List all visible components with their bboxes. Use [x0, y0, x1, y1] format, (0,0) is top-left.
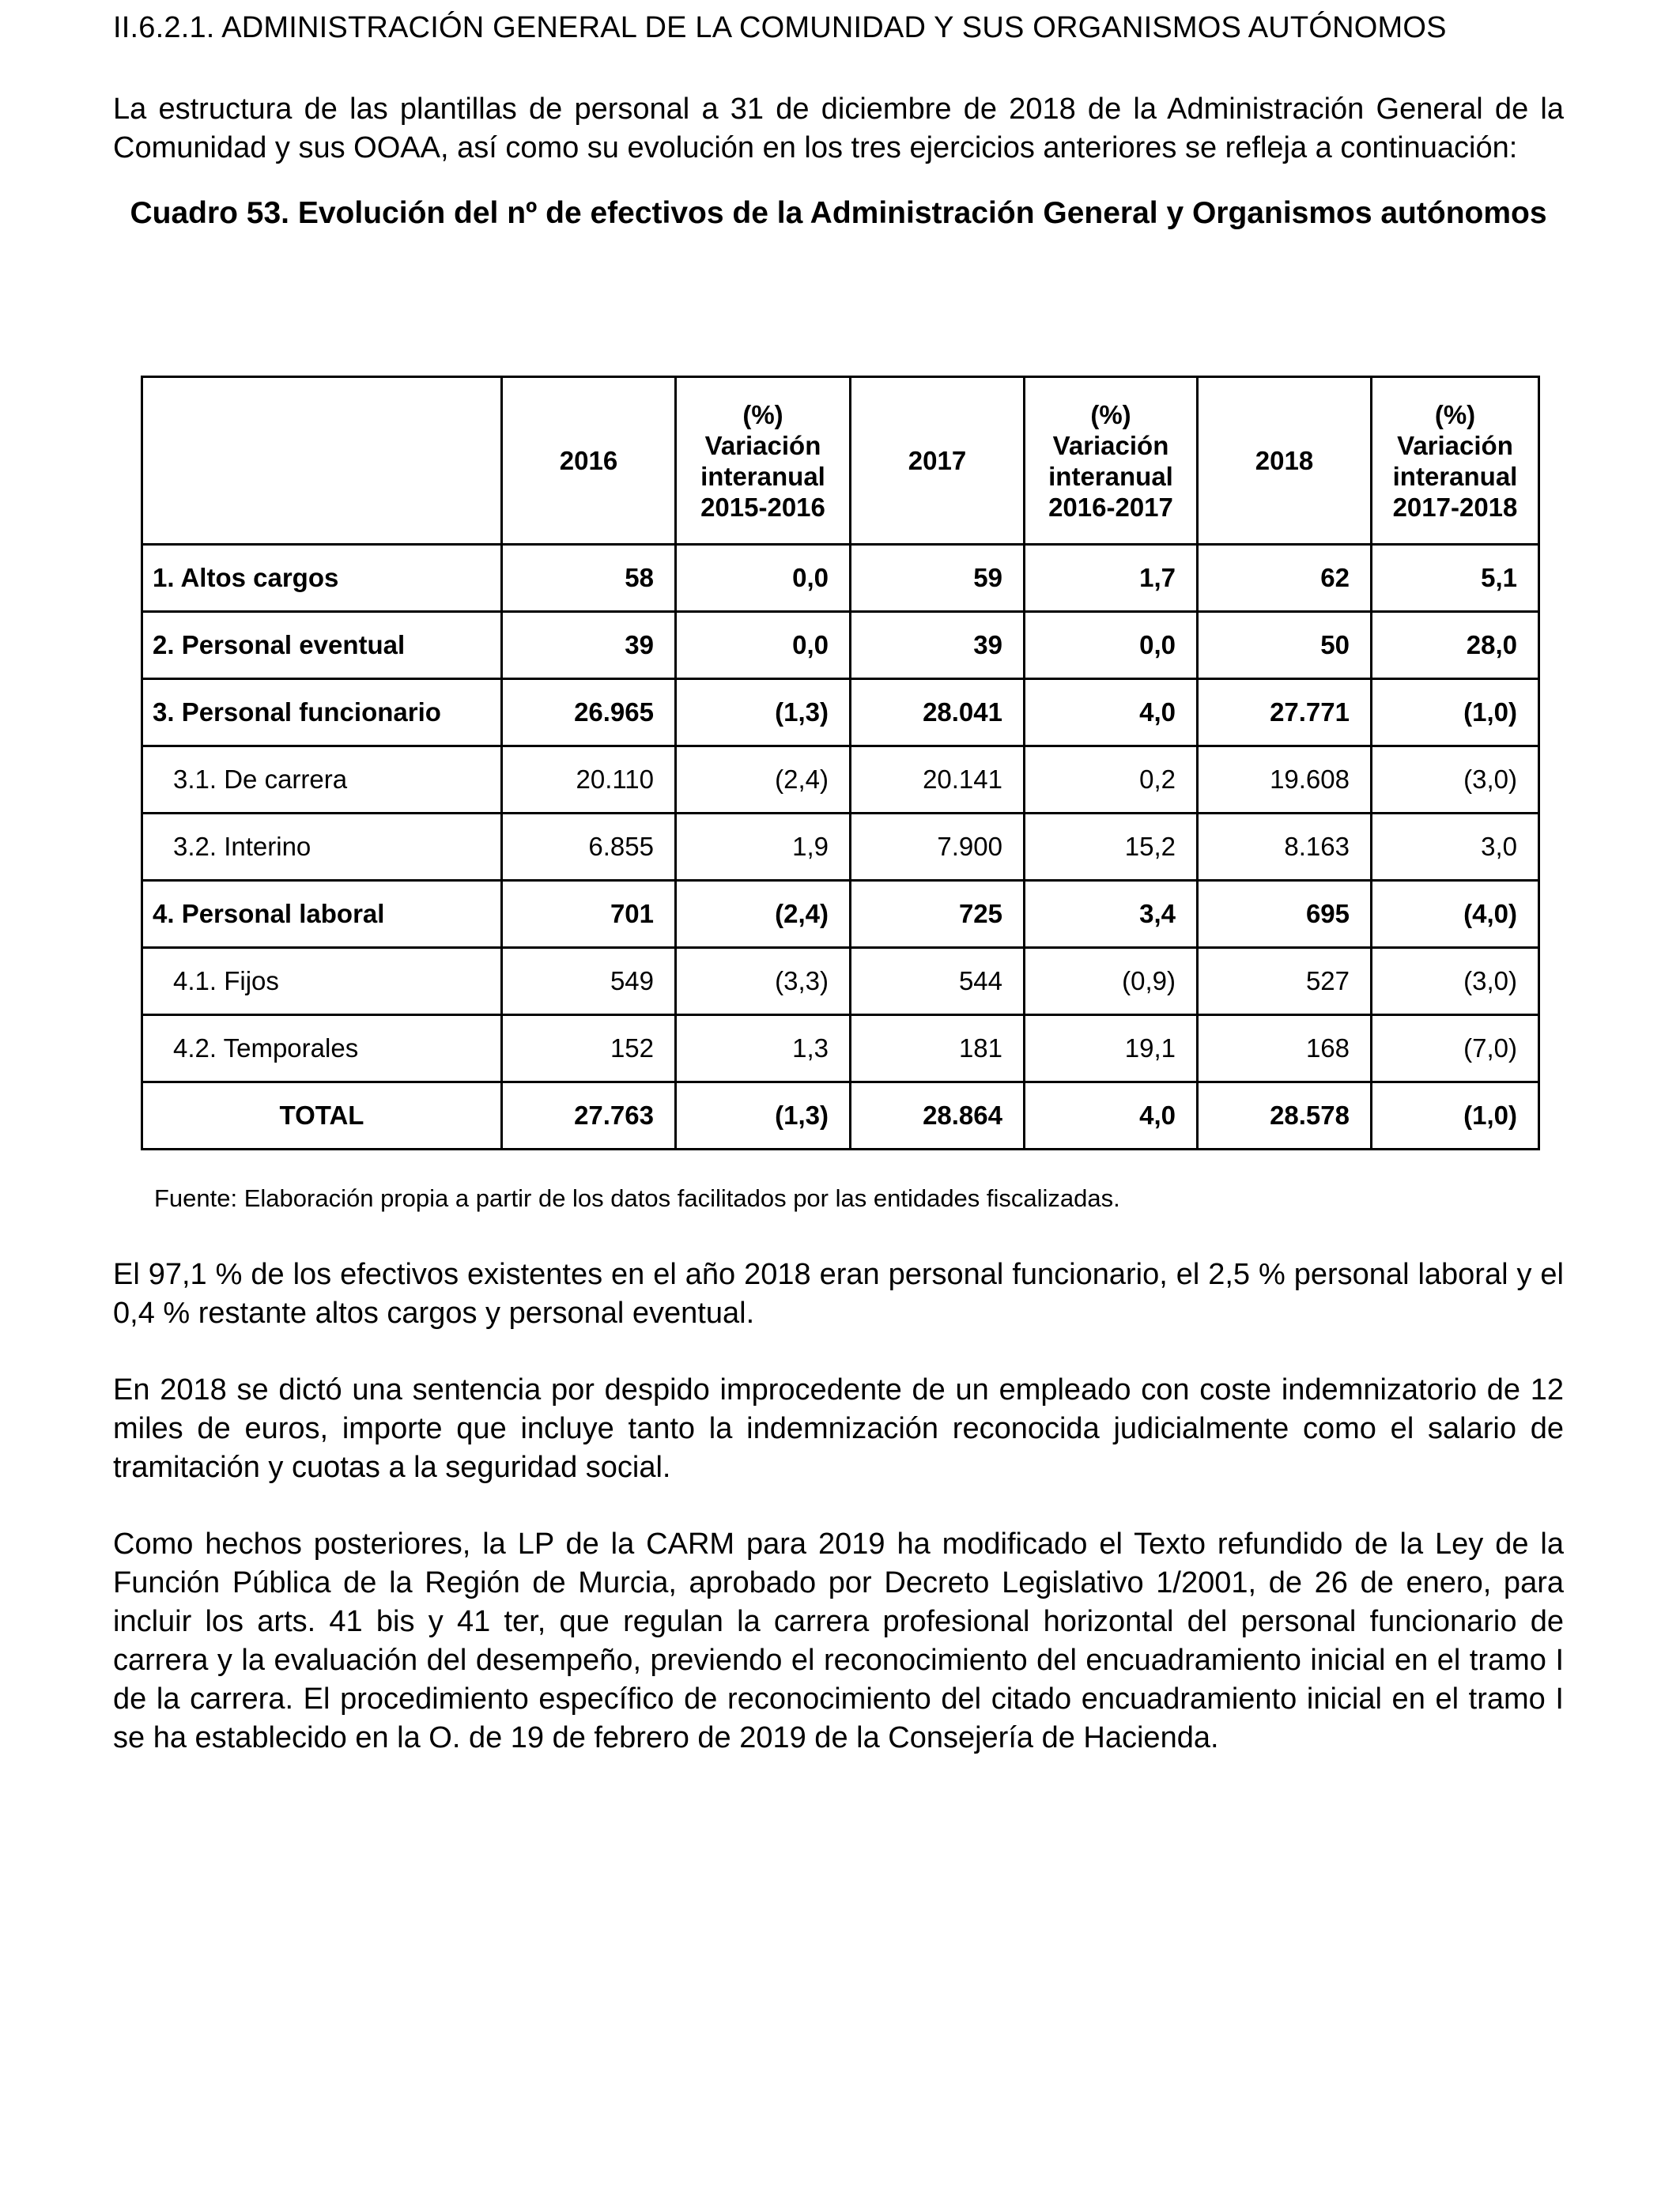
table-row	[142, 612, 1539, 679]
body-text	[113, 1256, 1564, 1758]
table-cell: (4,0)	[1372, 881, 1539, 948]
table-cell: 168	[1198, 1015, 1372, 1082]
table-cell: 19.608	[1198, 746, 1372, 814]
row-label: TOTAL	[142, 1082, 502, 1150]
table-cell: 27.763	[502, 1082, 676, 1150]
table-cell: 152	[502, 1015, 676, 1082]
table-cell: (1,3)	[676, 1082, 851, 1150]
paragraph: Como hechos posteriores, la LP de la CARM para 2019 ha modificado el Texto refundido de la Ley de la Función Pública de la Región de Murcia, aprobado por Decreto Legislativo 1/2001, de 26 de enero, para incluir los arts. 41 bis y 41 ter, que regulan la carrera profesional horizontal del personal funcionario de carrera y la evaluación del desempeño, previendo el reconocimiento del encuadramiento inicial en el tramo I de la carrera. El procedimiento específico de reconocimiento del citado encuadramiento inicial en el tramo I se ha establecido en la O. de 19 de febrero de 2019 de la Consejería de Hacienda.	[113, 1527, 1564, 1754]
row-label: 1. Altos cargos	[142, 545, 502, 612]
table-cell: (3,3)	[676, 948, 851, 1015]
table-cell: (3,0)	[1372, 948, 1539, 1015]
table-cell: 59	[851, 545, 1025, 612]
table-cell: 0,2	[1025, 746, 1198, 814]
paragraph: El 97,1 % de los efectivos existentes en el año 2018 eran personal funcionario, el 2,5 % personal laboral y el 0,4 % restante altos cargos y personal eventual.	[113, 1258, 1564, 1330]
table-cell: 8.163	[1198, 814, 1372, 881]
row-label: 4.2. Temporales	[142, 1015, 502, 1082]
table-cell: 39	[502, 612, 676, 679]
table-cell: 4,0	[1025, 1082, 1198, 1150]
header-cell: (%) Variación interanual 2015-2016	[676, 377, 851, 545]
table-row	[142, 948, 1539, 1015]
table-row	[142, 1015, 1539, 1082]
table-cell: 1,3	[676, 1015, 851, 1082]
table-cell: 725	[851, 881, 1025, 948]
table-cell: 0,0	[676, 545, 851, 612]
table-cell: 28.041	[851, 679, 1025, 746]
table-cell: (2,4)	[676, 746, 851, 814]
table-cell: 6.855	[502, 814, 676, 881]
section-heading: II.6.2.1. ADMINISTRACIÓN GENERAL DE LA COMUNIDAD Y SUS ORGANISMOS AUTÓNOMOS	[113, 11, 1447, 44]
table-cell: 181	[851, 1015, 1025, 1082]
row-label: 3.2. Interino	[142, 814, 502, 881]
table-cell: 20.110	[502, 746, 676, 814]
header-cell: (%) Variación interanual 2017-2018	[1372, 377, 1539, 545]
table-cell: 58	[502, 545, 676, 612]
table-cell: (7,0)	[1372, 1015, 1539, 1082]
table-header-row	[142, 377, 1539, 545]
row-label: 3.1. De carrera	[142, 746, 502, 814]
table-cell: 1,9	[676, 814, 851, 881]
table-cell: 3,0	[1372, 814, 1539, 881]
header-cell: (%) Variación interanual 2016-2017	[1025, 377, 1198, 545]
row-label: 2. Personal eventual	[142, 612, 502, 679]
table-caption: Cuadro 53. Evolución del nº de efectivos de la Administración General y Organismos autónomos	[130, 196, 1547, 230]
paragraph: En 2018 se dictó una sentencia por despido improcedente de un empleado con coste indemnizatorio de 12 miles de euros, importe que incluye tanto la indemnización reconocida judicialmente como el salario de tramitación y cuotas a la seguridad social.	[113, 1373, 1564, 1484]
table-cell: 28.864	[851, 1082, 1025, 1150]
staff-evolution-table	[141, 376, 1540, 1150]
table-row	[142, 881, 1539, 948]
table-cell: 20.141	[851, 746, 1025, 814]
table-cell: 27.771	[1198, 679, 1372, 746]
document-page	[113, 6, 1564, 1754]
table-cell: 0,0	[1025, 612, 1198, 679]
table-row	[142, 746, 1539, 814]
table-cell: 15,2	[1025, 814, 1198, 881]
table-cell: (3,0)	[1372, 746, 1539, 814]
table-cell: (1,3)	[676, 679, 851, 746]
table-cell: 7.900	[851, 814, 1025, 881]
table-cell: (1,0)	[1372, 679, 1539, 746]
header-cell: 2016	[502, 377, 676, 545]
table-cell: 50	[1198, 612, 1372, 679]
table-row	[142, 545, 1539, 612]
table-cell: 26.965	[502, 679, 676, 746]
table-total-row	[142, 1082, 1539, 1150]
table-cell: 0,0	[676, 612, 851, 679]
table-row	[142, 679, 1539, 746]
header-cell	[142, 377, 502, 545]
table-cell: 62	[1198, 545, 1372, 612]
table-cell: 5,1	[1372, 545, 1539, 612]
table-cell: 549	[502, 948, 676, 1015]
table-source-note: Fuente: Elaboración propia a partir de los datos facilitados por las entidades fiscalizadas.	[154, 1184, 1120, 1212]
table-cell: (2,4)	[676, 881, 851, 948]
table-cell: (0,9)	[1025, 948, 1198, 1015]
table-cell: 701	[502, 881, 676, 948]
table-cell: 28,0	[1372, 612, 1539, 679]
table-cell: (1,0)	[1372, 1082, 1539, 1150]
header-cell: 2018	[1198, 377, 1372, 545]
table-cell: 39	[851, 612, 1025, 679]
table-cell: 695	[1198, 881, 1372, 948]
table-cell: 1,7	[1025, 545, 1198, 612]
table-cell: 19,1	[1025, 1015, 1198, 1082]
row-label: 3. Personal funcionario	[142, 679, 502, 746]
table-cell: 3,4	[1025, 881, 1198, 948]
table-cell: 4,0	[1025, 679, 1198, 746]
row-label: 4.1. Fijos	[142, 948, 502, 1015]
row-label: 4. Personal laboral	[142, 881, 502, 948]
intro-paragraph: La estructura de las plantillas de personal a 31 de diciembre de 2018 de la Administración General de la Comunidad y sus OOAA, así como su evolución en los tres ejercicios anteriores se refleja a continuación:	[113, 93, 1564, 164]
table-cell: 28.578	[1198, 1082, 1372, 1150]
header-cell: 2017	[851, 377, 1025, 545]
table-row	[142, 814, 1539, 881]
table-cell: 544	[851, 948, 1025, 1015]
table-cell: 527	[1198, 948, 1372, 1015]
